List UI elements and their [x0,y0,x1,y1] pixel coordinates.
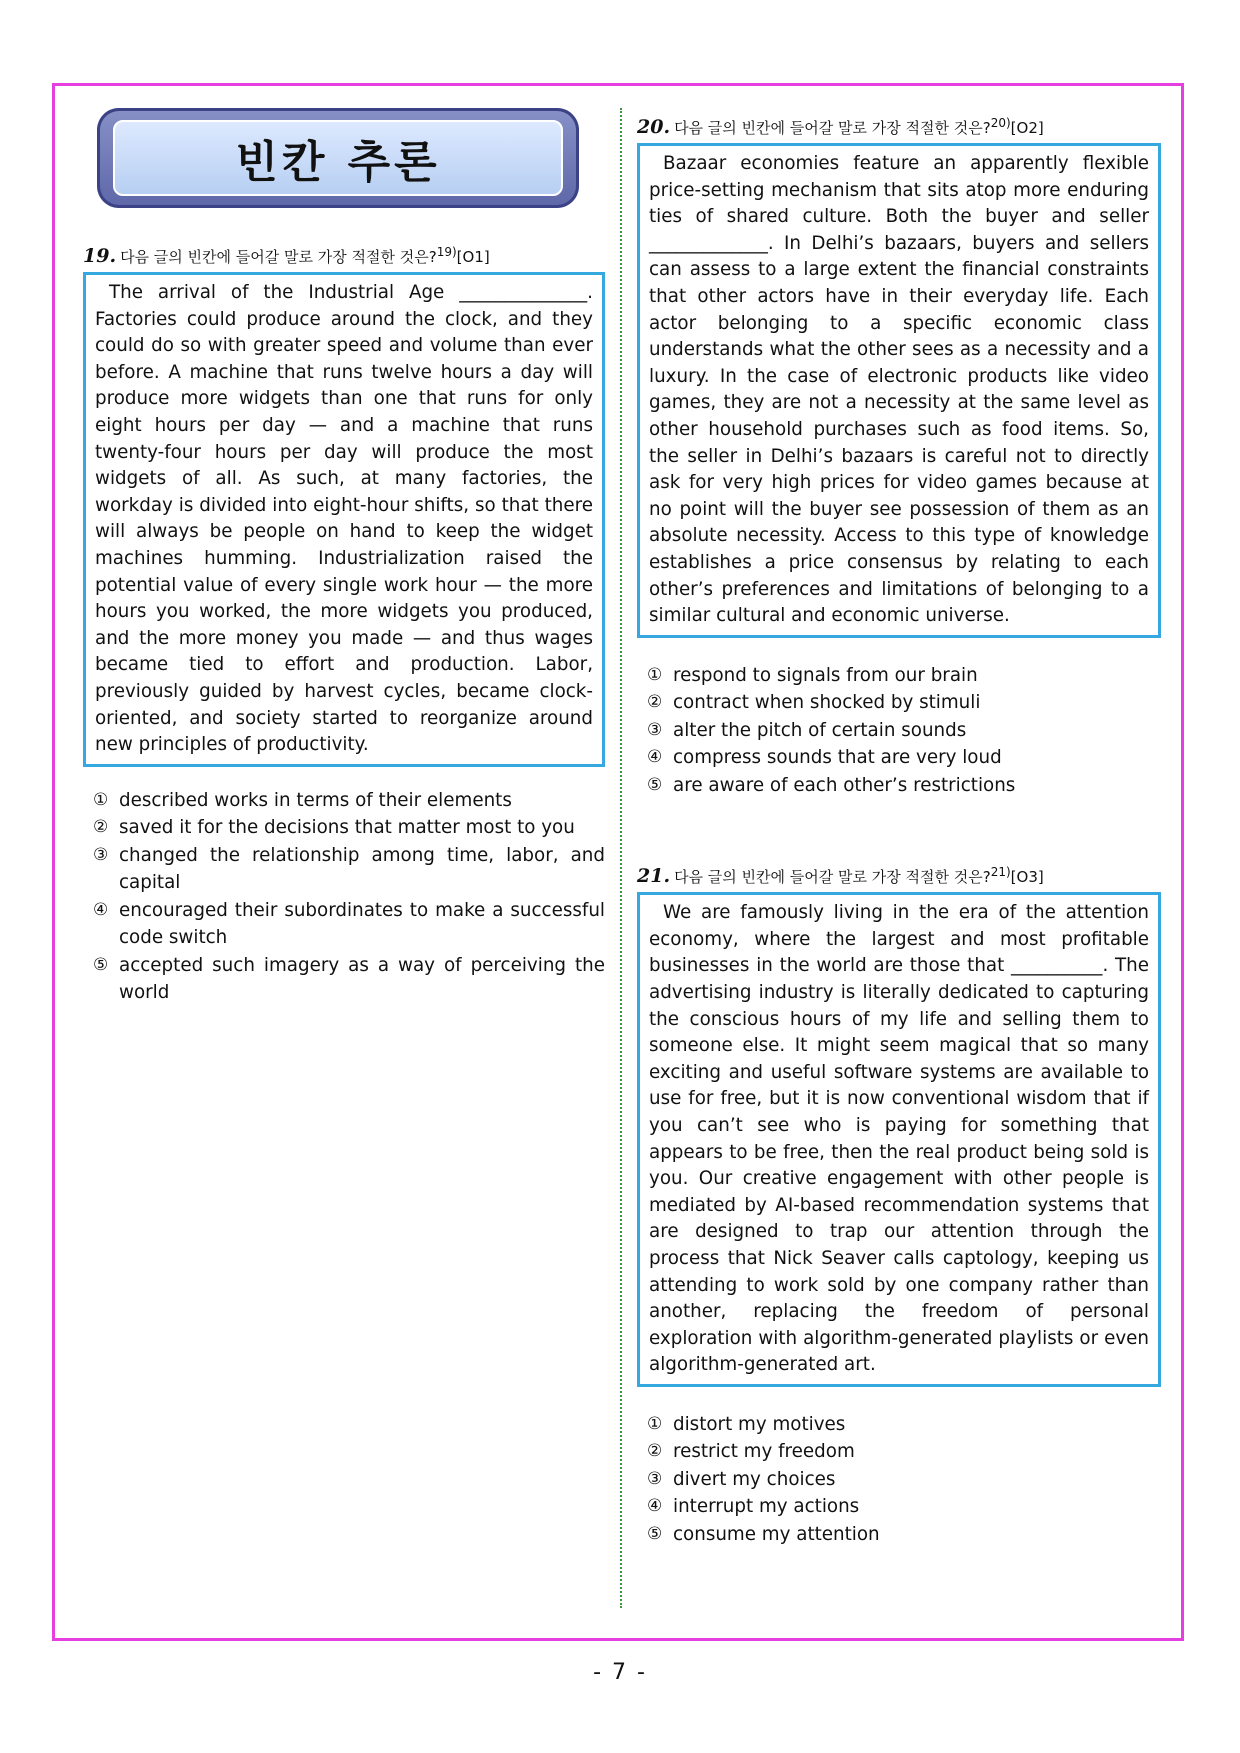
question-code: [O1] [456,248,490,266]
question-prompt: 다음 글의 빈칸에 들어갈 말로 가장 적절한 것은? [120,248,437,266]
choice-mark: ① [647,664,663,685]
choice-1[interactable] [647,1411,1161,1439]
choice-mark: ③ [647,1468,663,1489]
choice-mark: ④ [647,1496,663,1517]
choice-mark: ⑤ [93,954,109,975]
choice-text: accepted such imagery as a way of perceiving the world [119,954,605,1004]
choice-mark: ① [93,789,109,810]
choice-5[interactable] [93,952,605,1007]
choice-text: alter the pitch of certain sounds [673,719,967,741]
choice-2[interactable] [647,1438,1161,1466]
choice-4[interactable] [93,897,605,952]
choice-text: contract when shocked by stimuli [673,692,981,714]
section-title-inner [113,120,563,196]
choice-3[interactable] [647,1466,1161,1494]
choice-mark: ① [647,1413,663,1434]
choice-mark: ⑤ [647,774,663,795]
question-code: [O2] [1010,119,1044,137]
question-header [637,112,1161,139]
choice-mark: ② [93,817,109,838]
passage-box [637,143,1161,638]
choice-2[interactable] [93,814,605,842]
left-column [83,108,605,1007]
choice-text: respond to signals from our brain [673,664,978,686]
question-code: [O3] [1010,868,1044,887]
choice-3[interactable] [93,842,605,897]
choice-mark: ④ [93,899,109,920]
choice-mark: ④ [647,747,663,768]
choice-2[interactable] [647,689,1161,717]
passage-box [83,272,605,767]
question-header [637,861,1161,888]
choice-mark: ③ [647,719,663,740]
footnote-ref: 19) [436,245,457,259]
footnote-ref: 20) [990,116,1011,130]
choice-mark: ② [647,692,663,713]
question-number: 21. [637,865,671,888]
question-prompt: 다음 글의 빈칸에 들어갈 말로 가장 적절한 것은? [674,119,991,137]
choice-4[interactable] [647,1493,1161,1521]
question-number: 20. [637,116,671,138]
choice-mark: ⑤ [647,1523,663,1544]
choice-text: encouraged their subordinates to make a successful code switch [119,899,605,949]
choice-text: are aware of each other’s restrictions [673,774,1016,796]
passage-text: The arrival of the Industrial Age ______________. Factories could produce around the clock, and they could do so with greater speed and volume than ever before. A machine that runs twelve hours a day will produce more widgets than one that runs for only eight hours per day — and a machine that runs twenty-four hours per day will produce the most widgets of all. As such, at many factories, the workday is divided into eight-hour shifts, so that there will always be people on hand to keep the widget machines humming. Industrialization raised the potential value of every single work hour — the more hours you worked, the more widgets you produced, and the more money you made — and thus wages became tied to effort and production. Labor, previously guided by harvest cycles, became clock-oriented, and society started to reorganize around new principles of productivity. [95,282,593,756]
choice-text: described works in terms of their elements [119,789,512,811]
section-title: 빈칸 추론 [235,137,441,188]
question-21 [637,861,1161,1548]
question-header [83,241,605,268]
choice-text: restrict my freedom [673,1441,855,1463]
right-column [637,108,1161,1548]
choice-list [637,662,1161,800]
choice-1[interactable] [93,787,605,815]
choice-text: divert my choices [673,1468,836,1490]
question-prompt: 다음 글의 빈칸에 들어갈 말로 가장 적절한 것은? [674,868,991,887]
choice-mark: ③ [93,844,109,865]
choice-text: consume my attention [673,1523,880,1545]
choice-5[interactable] [647,1521,1161,1549]
choice-4[interactable] [647,744,1161,772]
choice-text: changed the relationship among time, labor, and capital [119,844,605,894]
question-20 [637,112,1161,799]
choice-1[interactable] [647,662,1161,690]
choice-5[interactable] [647,772,1161,800]
question-number: 19. [83,245,117,267]
footnote-ref: 21) [990,865,1011,880]
choice-text: compress sounds that are very loud [673,747,1002,769]
passage-box [637,892,1161,1387]
passage-text: Bazaar economies feature an apparently flexible price-setting mechanism that sits atop more enduring ties of shared culture. Both the buyer and seller _____________. In Delhi’s bazaars, buyers and sellers can assess to a large extent the financial constraints that other actors have in their everyday life. Each actor belonging to a specific economic class understands what the other sees as a necessity and a luxury. In the case of electronic products like video games, they are not a necessity at the same level as other household purchases such as food items. So, the seller in Delhi’s bazaars is careful not to directly ask for very high prices for video games because at no point will the buyer see possession of them as an absolute necessity. Access to this type of knowledge establishes a price consensus by relating to each other’s preferences and limitations of belonging to a similar cultural and economic universe. [649,153,1149,627]
passage-text: We are famously living in the era of the attention economy, where the largest and most profitable businesses in the world are those that __________. The advertising industry is literally dedicated to capturing the conscious hours of my life and selling them to someone else. It might seem magical that so many exciting and useful software systems are available to use for free, but it is now conventional wisdom that if you can’t see who is paying for something that appears to be free, then the real product being sold is you. Our creative engagement with other people is mediated by AI-based recommendation systems that are designed to trap our attention through the process that Nick Seaver calls captology, keeping us attending to work sold by one company rather than another, replacing the freedom of personal exploration with algorithm-generated playlists or even algorithm-generated art. [649,902,1149,1376]
column-divider [620,108,622,1608]
choice-list [637,1411,1161,1549]
choice-text: interrupt my actions [673,1496,860,1518]
section-title-banner [97,108,579,208]
choice-mark: ② [647,1441,663,1462]
choice-3[interactable] [647,717,1161,745]
page-number: - 7 - [593,1660,647,1685]
question-19 [83,241,605,1007]
choice-text: saved it for the decisions that matter most to you [119,817,575,839]
choice-list [83,787,605,1007]
choice-text: distort my motives [673,1413,846,1435]
